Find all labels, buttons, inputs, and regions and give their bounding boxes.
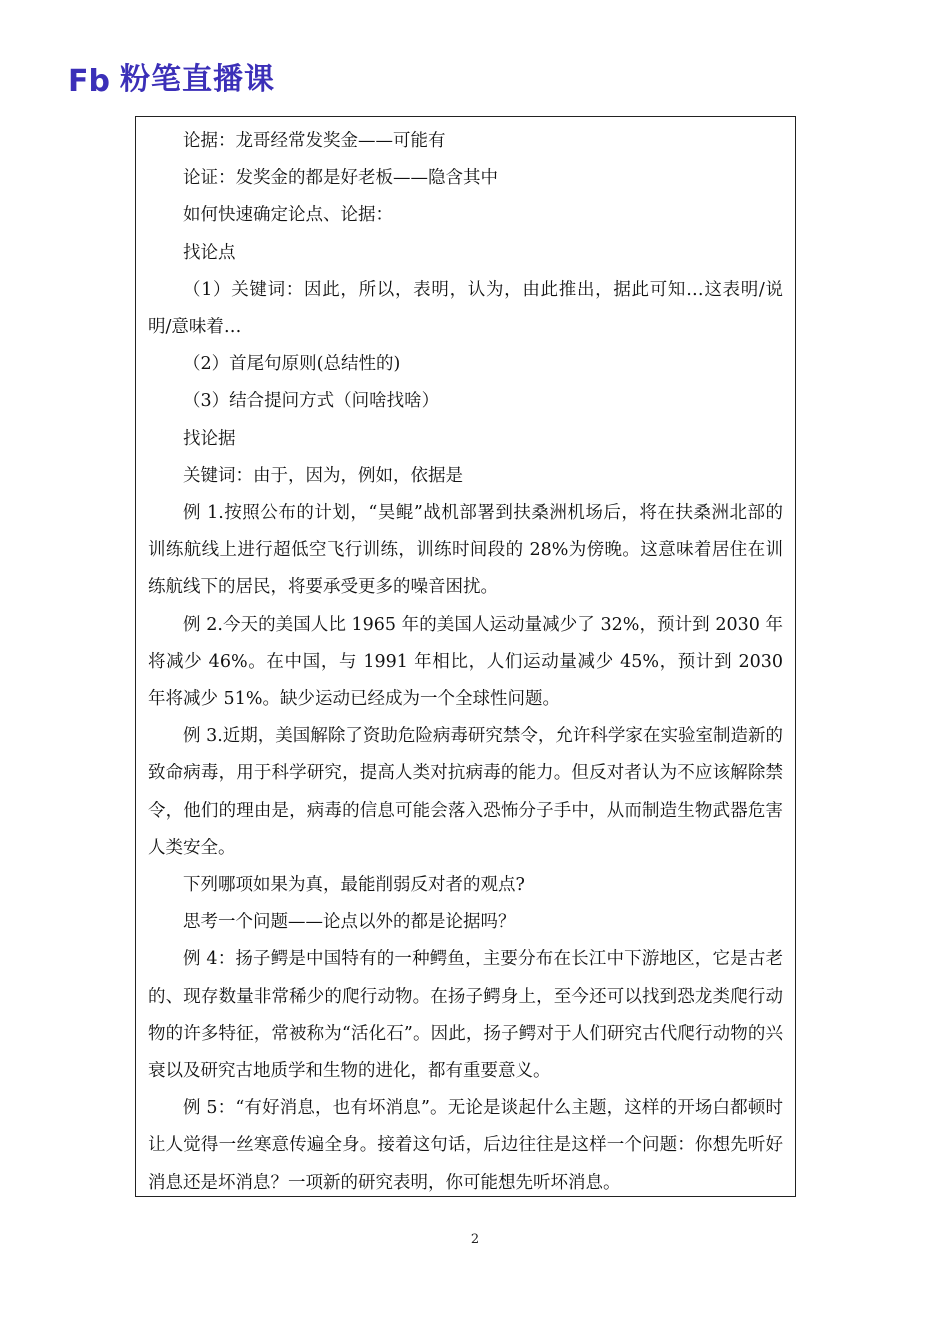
brand-logo: [66, 60, 275, 100]
heading-find-argument: 找论点: [183, 242, 236, 263]
document-body: [135, 116, 796, 1197]
paragraph: 论证：发奖金的都是好老板——隐含其中: [183, 168, 498, 189]
logo-letters: Fb: [68, 64, 110, 97]
paragraph: （2）首尾句原则(总结性的): [183, 354, 401, 375]
paragraph: 论据：龙哥经常发奖金——可能有: [183, 131, 446, 151]
page-number: 2: [470, 1232, 480, 1247]
brand-text: 粉笔直播课: [120, 62, 275, 97]
paragraph: （1）关键词：因此，所以，表明，认为，由此推出，据此可知…这表明/说明/意味着…: [148, 279, 783, 338]
question: 思考一个问题——论点以外的都是论据吗？: [183, 912, 516, 933]
paragraph: 如何快速确定论点、论据：: [183, 205, 393, 226]
example-4: 例 4：扬子鳄是中国特有的一种鳄鱼，主要分布在长江中下游地区，它是古老的、现存数量非常稀少的爬行动物。在扬子鳄身上，至今还可以找到恐龙类爬行动物的许多特征，常被称为“活化石”。因此，扬子鳄对于人们研究古代爬行动物的兴衰以及研究古地质学和生物的进化，都有重要意义。: [148, 949, 783, 1082]
example-2: 例 2.今天的美国人比 1965 年的美国人运动量减少了 32%，预计到 2030 年将减少 46%。在中国，与 1991 年相比，人们运动量减少 45%，预计到 2030 年将减少 51%。缺少运动已经成为一个全球性问题。: [148, 614, 783, 710]
example-5: 例 5：“有好消息，也有坏消息”。无论是谈起什么主题，这样的开场白都顿时让人觉得一丝寒意传遍全身。接着这句话，后边往往是这样一个问题：你想先听好消息还是坏消息？一项新的研究表明，你可能想先听坏消息。: [148, 1098, 783, 1193]
paragraph: 关键词：由于，因为，例如，依据是: [183, 465, 463, 486]
fenbi-logo-icon: [66, 63, 112, 97]
heading-find-evidence: 找论据: [183, 428, 236, 449]
paragraph: （3）结合提问方式（问啥找啥）: [183, 391, 440, 412]
example-1: 例 1.按照公布的计划，“昊鲲”战机部署到扶桑洲机场后，将在扶桑洲北部的训练航线上进行超低空飞行训练，训练时间段的 28%为傍晚。这意味着居住在训练航线下的居民，将要承受更多的噪音困扰。: [148, 503, 783, 598]
example-3: 例 3.近期，美国解除了资助危险病毒研究禁令，允许科学家在实验室制造新的致命病毒，用于科学研究，提高人类对抗病毒的能力。但反对者认为不应该解除禁令，他们的理由是，病毒的信息可能会落入恐怖分子手中，从而制造生物武器危害人类安全。: [148, 726, 783, 858]
question: 下列哪项如果为真，最能削弱反对者的观点?: [183, 875, 525, 896]
